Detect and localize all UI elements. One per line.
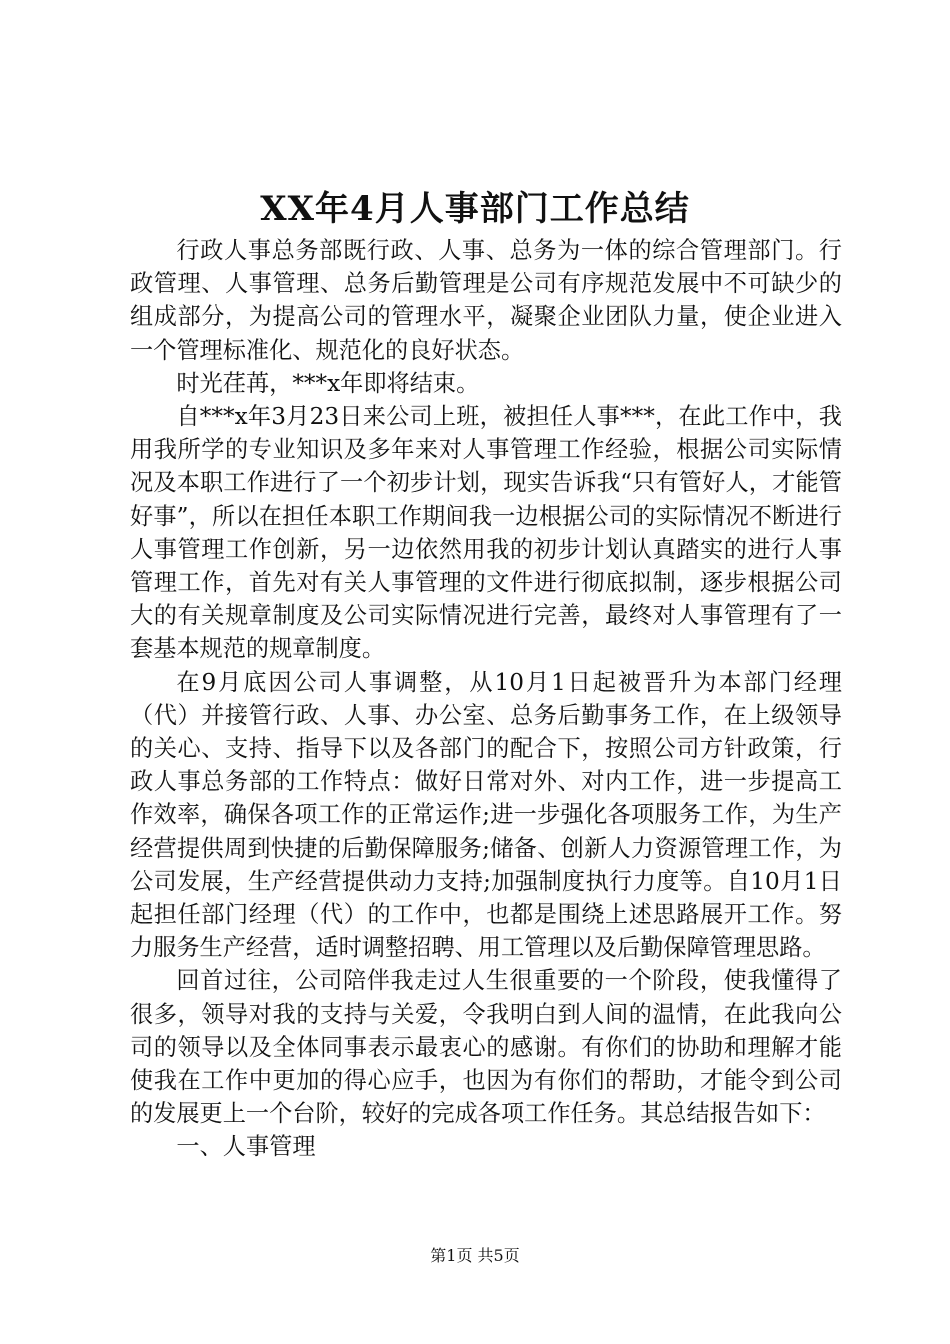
paragraph-start-work: 自***x年3月23日来公司上班，被担任人事***，在此工作中，我用我所学的专业知识及多年来对人事管理工作经验，根据公司实际情况及本职工作进行了一个初步计划，现实告诉我“只有管好人，才能管好事”，所以在担任本职工作期间我一边根据公司的实际情况不断进行人事管理工作创新，另一边依然用我的初步计划认真踏实的进行人事管理工作，首先对有关人事管理的文件进行彻底拟制，逐步根据公司大的有关规章制度及公司实际情况进行完善，最终对人事管理有了一套基本规范的规章制度。 [130,403,842,663]
section-heading-hr-management: 一、人事管理 [176,1133,316,1161]
document-body [130,234,842,1164]
page-footer: 第1页 共5页 [430,1246,520,1265]
document-title: XX年4月人事部门工作总结 [260,189,690,229]
paragraph-intro: 行政人事总务部既行政、人事、总务为一体的综合管理部门。行政管理、人事管理、总务后勤管理是公司有序规范发展中不可缺少的组成部分，为提高公司的管理水平，凝聚企业团队力量，使企业进入一个管理标准化、规范化的良好状态。 [130,237,842,364]
paragraph-promotion: 在9月底因公司人事调整，从10月1日起被晋升为本部门经理（代）并接管行政、人事、办公室、总务后勤事务工作，在上级领导的关心、支持、指导下以及各部门的配合下，按照公司方针政策，行政人事总务部的工作特点：做好日常对外、对内工作，进一步提高工作效率，确保各项工作的正常运作;进一步强化各项服务工作，为生产经营提供周到快捷的后勤保障服务;储备、创新人力资源管理工作，为公司发展，生产经营提供动力支持;加强制度执行力度等。自10月1日起担任部门经理（代）的工作中，也都是围绕上述思路展开工作。努力服务生产经营，适时调整招聘、用工管理以及后勤保障管理思路。 [130,668,842,962]
paragraph-gratitude: 回首过往，公司陪伴我走过人生很重要的一个阶段，使我懂得了很多，领导对我的支持与关爱，令我明白到人间的温情，在此我向公司的领导以及全体同事表示最衷心的感谢。有你们的协助和理解才能使我在工作中更加的得心应手，也因为有你们的帮助，才能令到公司的发展更上一个台阶，较好的完成各项工作任务。其总结报告如下： [130,967,842,1128]
paragraph-time: 时光荏苒，***x年即将结束。 [176,369,480,397]
